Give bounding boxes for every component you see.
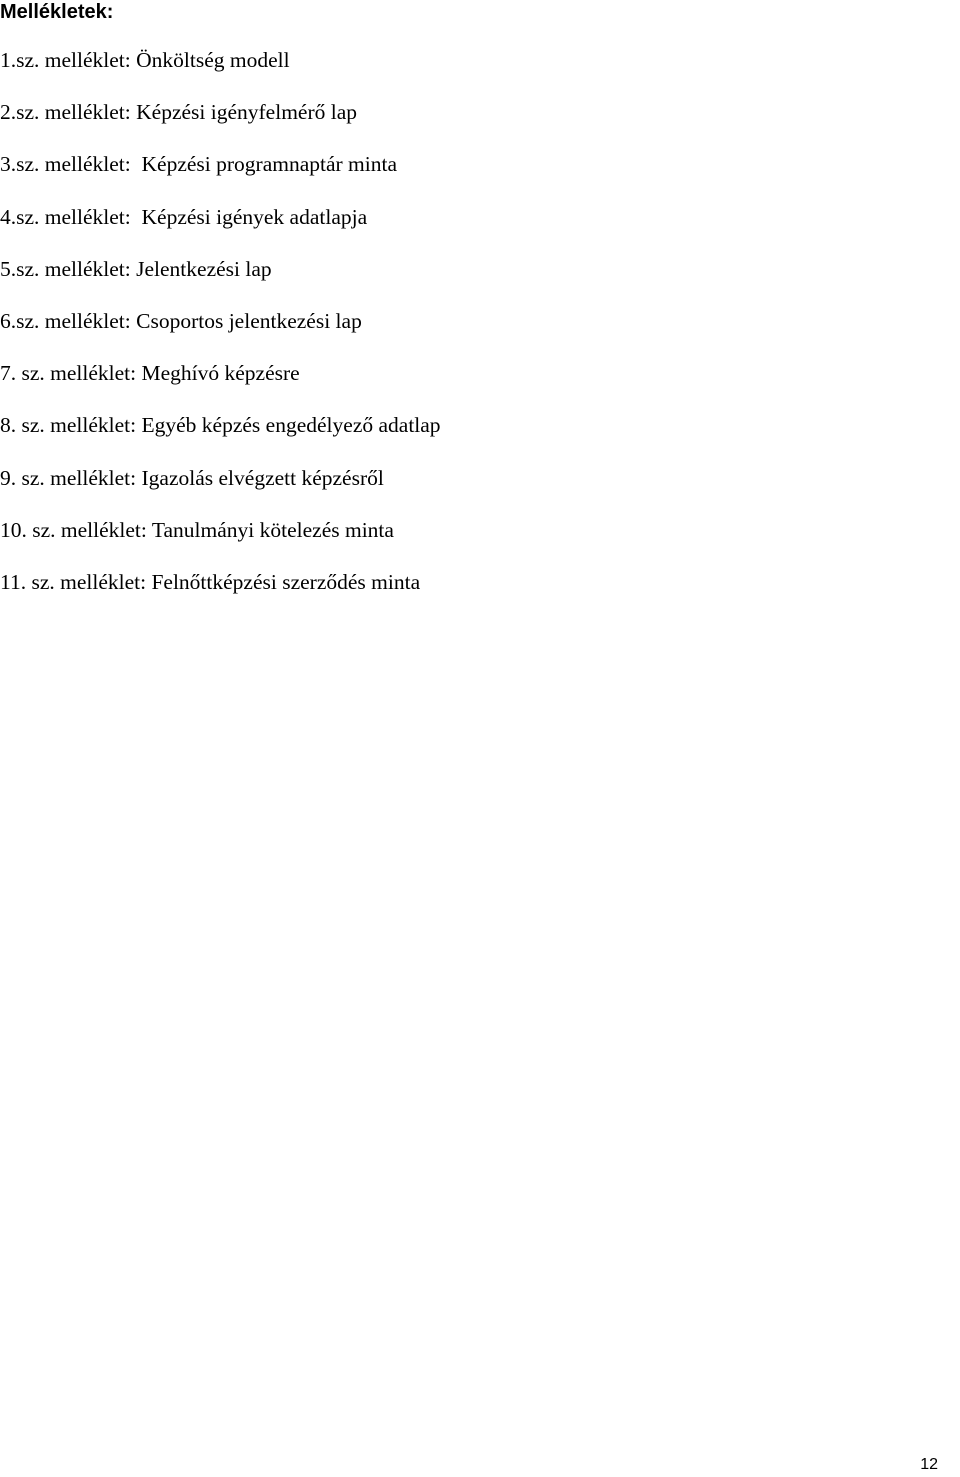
appendix-item-3: 3.sz. melléklet: Képzési programnaptár minta [0, 152, 398, 177]
appendix-item-11: 11. sz. melléklet: Felnőttképzési szerződés minta [0, 569, 421, 594]
appendix-item-4: 4.sz. melléklet: Képzési igények adatlapja [0, 204, 368, 229]
appendix-item-10: 10. sz. melléklet: Tanulmányi kötelezés minta [0, 517, 394, 542]
page-number: 12 [920, 1456, 938, 1473]
page-title: Mellékletek: [0, 1, 114, 23]
appendix-item-6: 6.sz. melléklet: Csoportos jelentkezési lap [0, 308, 362, 333]
appendix-item-7: 7. sz. melléklet: Meghívó képzésre [0, 361, 300, 386]
appendix-item-2: 2.sz. melléklet: Képzési igényfelmérő lap [0, 100, 358, 125]
appendix-item-1: 1.sz. melléklet: Önköltség modell [0, 48, 290, 72]
appendix-item-9: 9. sz. melléklet: Igazolás elvégzett képzésről [0, 465, 384, 490]
appendix-item-5: 5.sz. melléklet: Jelentkezési lap [0, 256, 272, 281]
appendix-item-8: 8. sz. melléklet: Egyéb képzés engedélyező adatlap [0, 413, 441, 438]
appendix-list [0, 46, 441, 620]
